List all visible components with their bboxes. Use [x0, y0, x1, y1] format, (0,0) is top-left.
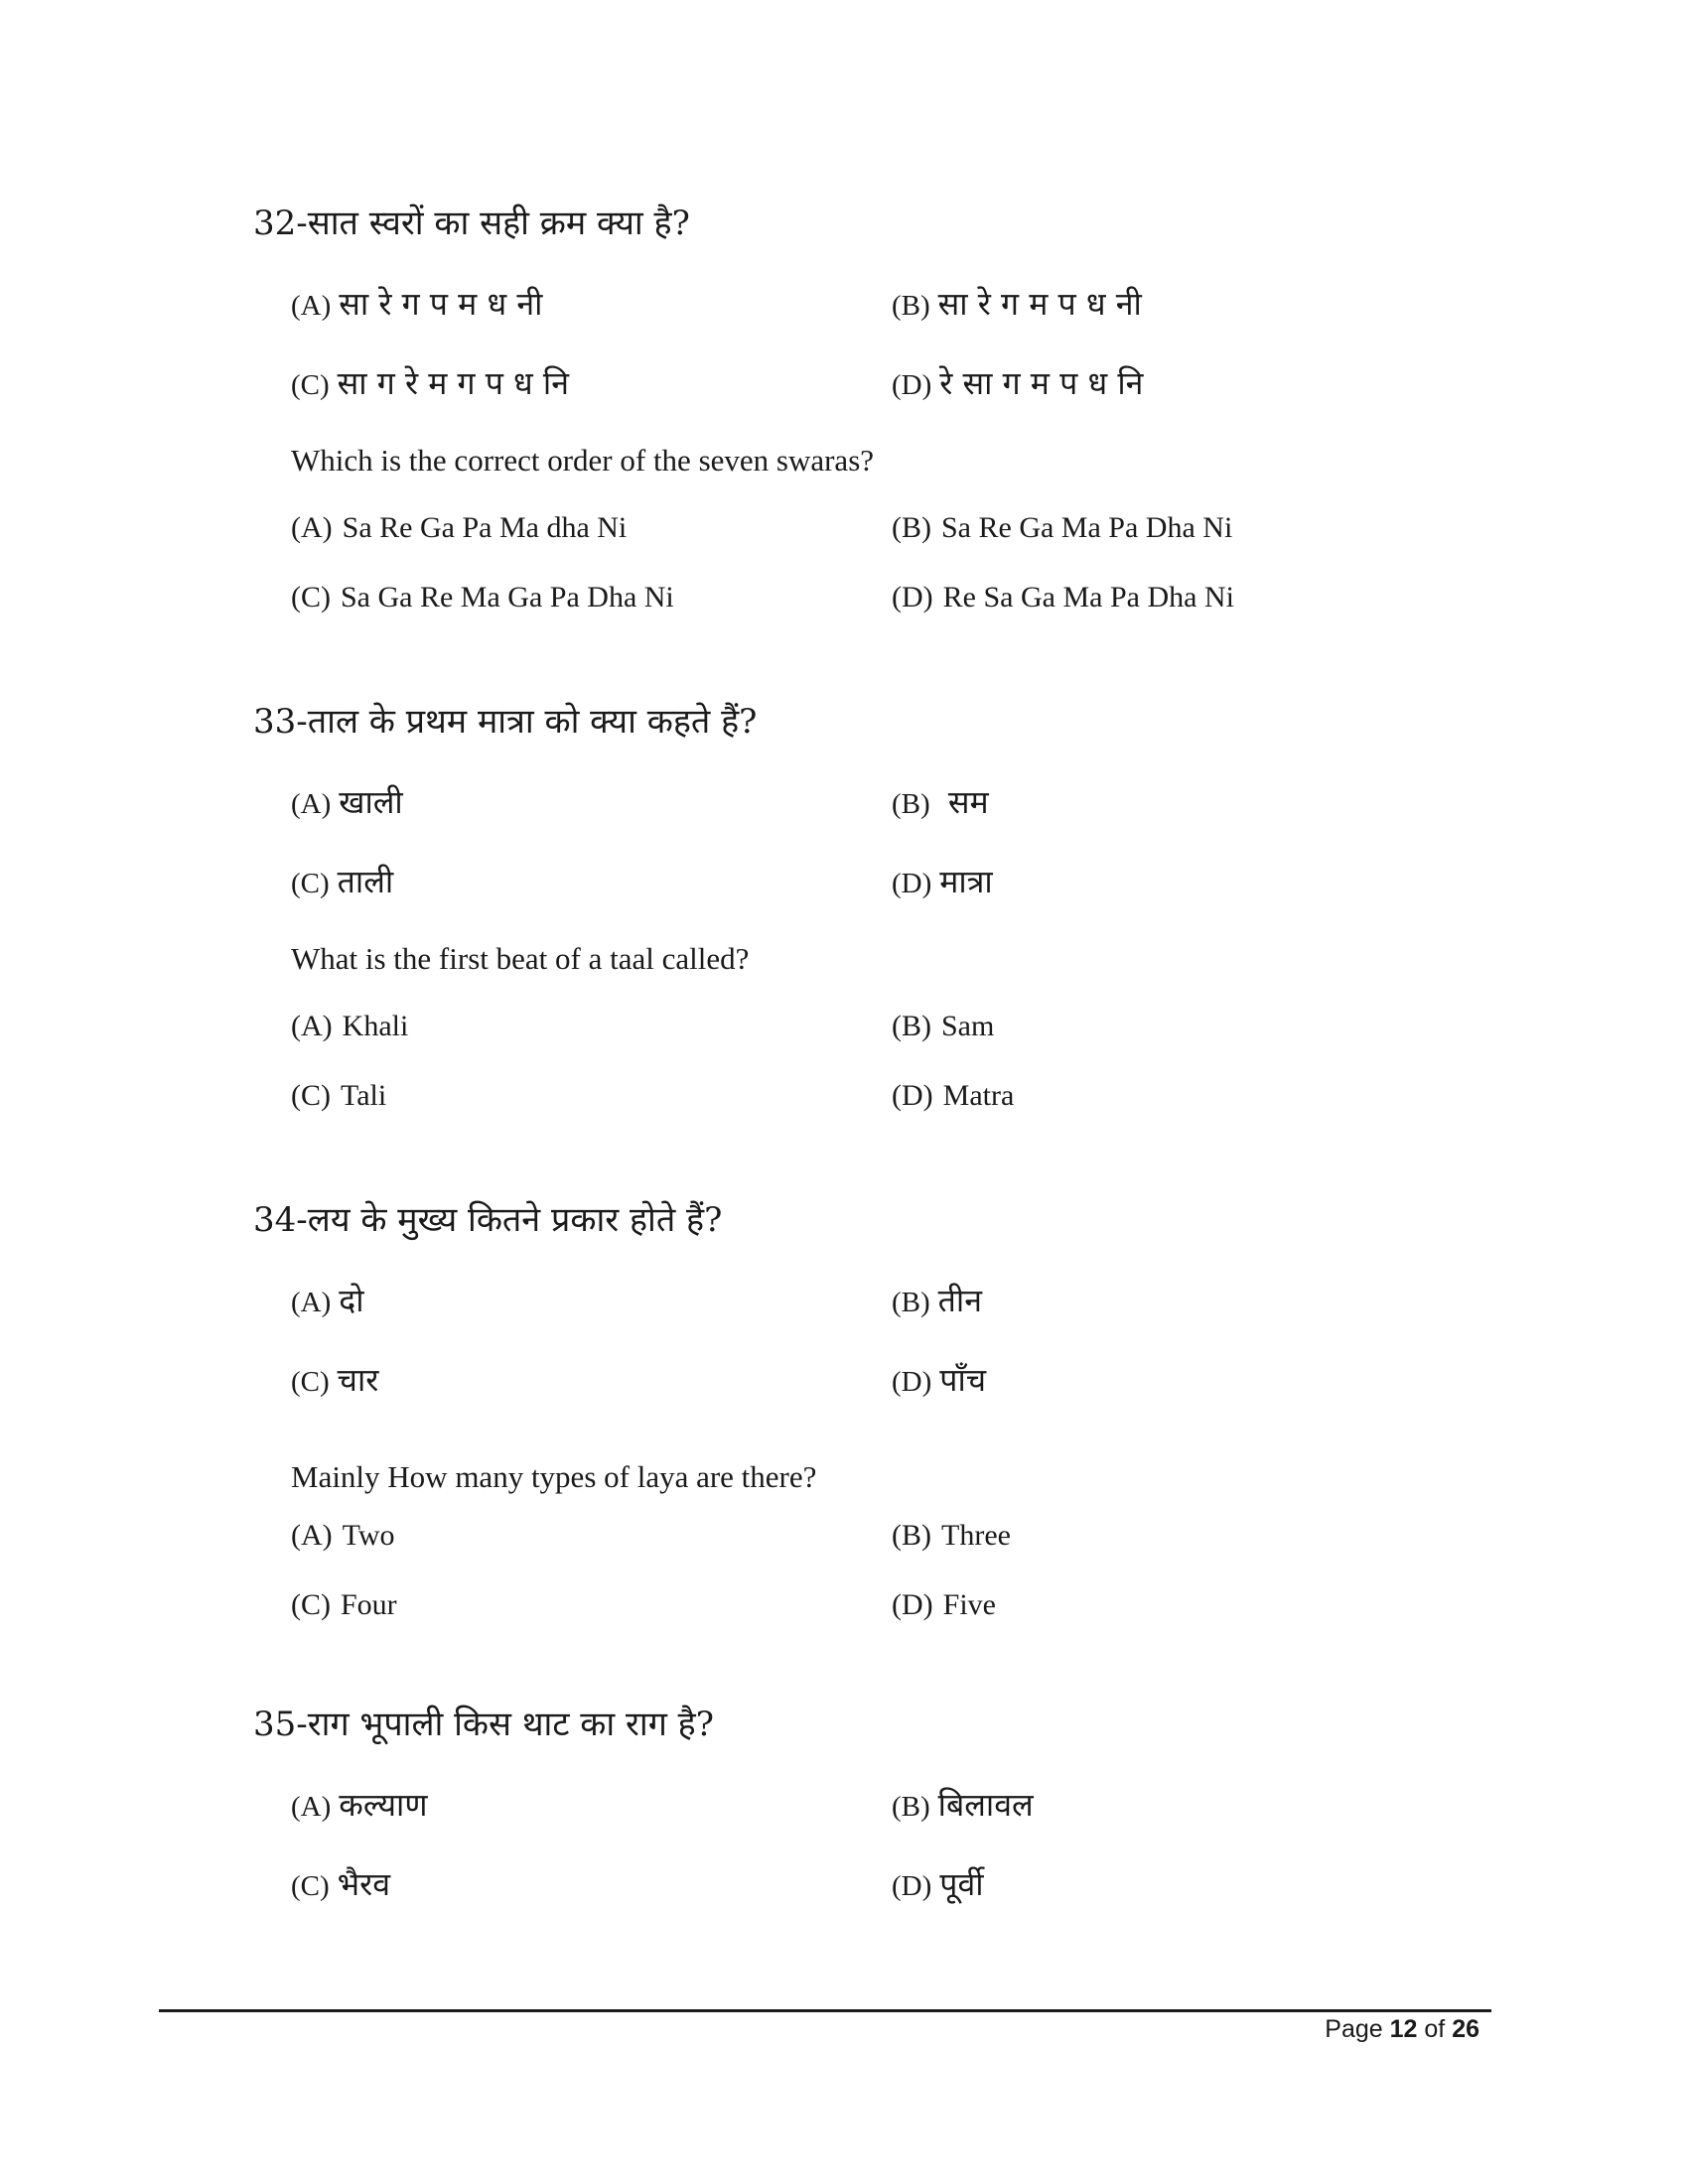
- question-number: 32-: [253, 204, 308, 243]
- page-label: Page: [1325, 2015, 1383, 2043]
- option-b-english: (B) Sa Re Ga Ma Pa Dha Ni: [892, 511, 1233, 544]
- option-b-hindi: (B) सम: [892, 783, 989, 821]
- question-text: लय के मुख्य कितने प्रकार होते हैं?: [307, 1200, 723, 1240]
- question-number: 33-: [253, 702, 308, 742]
- question-text: ताल के प्रथम मात्रा को क्या कहते हैं?: [307, 702, 758, 742]
- question-33-hindi: [253, 697, 757, 743]
- question-32-hindi: [253, 199, 690, 244]
- footer-divider: [159, 2009, 1491, 2012]
- question-34-english: Mainly How many types of laya are there?: [291, 1459, 817, 1494]
- of-label: of: [1424, 2015, 1446, 2043]
- option-d-english: (D) Matra: [892, 1079, 1015, 1112]
- option-d-hindi: (D) रे सा ग म प ध नि: [892, 364, 1144, 402]
- option-a-hindi: (A) सा रे ग प म ध नी: [291, 285, 543, 323]
- option-a-hindi: (A) खाली: [291, 783, 403, 821]
- option-c-english: (C) Four: [291, 1588, 397, 1621]
- option-c-hindi: (C) भैरव: [291, 1865, 391, 1903]
- question-33-english: What is the first beat of a taal called?: [291, 941, 750, 976]
- option-b-hindi: (B) सा रे ग म प ध नी: [892, 285, 1142, 323]
- option-b-english: (B) Sam: [892, 1010, 995, 1042]
- option-a-hindi: (A) दो: [291, 1282, 364, 1319]
- option-b-hindi: (B) तीन: [892, 1282, 982, 1319]
- option-a-english: (A) Two: [291, 1519, 395, 1552]
- option-d-hindi: (D) पूर्वी: [892, 1865, 984, 1903]
- option-c-english: (C) Sa Ga Re Ma Ga Pa Dha Ni: [291, 581, 674, 614]
- option-a-english: (A) Sa Re Ga Pa Ma dha Ni: [291, 511, 628, 544]
- option-d-hindi: (D) मात्रा: [892, 863, 993, 900]
- question-32-english: Which is the correct order of the seven swaras?: [291, 443, 875, 478]
- option-d-english: (D) Five: [892, 1588, 996, 1621]
- question-35-hindi: [253, 1700, 714, 1745]
- question-text: राग भूपाली किस थाट का राग है?: [307, 1705, 714, 1744]
- option-b-english: (B) Three: [892, 1519, 1011, 1552]
- question-34-hindi: [253, 1195, 722, 1241]
- page-footer: [1325, 2015, 1479, 2044]
- question-number: 35-: [253, 1705, 308, 1744]
- option-d-hindi: (D) पाँच: [892, 1361, 987, 1399]
- option-d-english: (D) Re Sa Ga Ma Pa Dha Ni: [892, 581, 1234, 614]
- option-a-hindi: (A) कल्याण: [291, 1786, 428, 1824]
- question-number: 34-: [253, 1200, 308, 1240]
- option-c-hindi: (C) सा ग रे म ग प ध नि: [291, 364, 569, 402]
- page-number: 12: [1389, 2015, 1418, 2043]
- option-a-english: (A) Khali: [291, 1010, 409, 1042]
- option-b-hindi: (B) बिलावल: [892, 1786, 1034, 1824]
- option-c-english: (C) Tali: [291, 1079, 387, 1112]
- option-c-hindi: (C) ताली: [291, 863, 394, 900]
- total-pages: 26: [1452, 2015, 1479, 2043]
- option-c-hindi: (C) चार: [291, 1361, 379, 1399]
- question-text: सात स्वरों का सही क्रम क्या है?: [307, 204, 690, 243]
